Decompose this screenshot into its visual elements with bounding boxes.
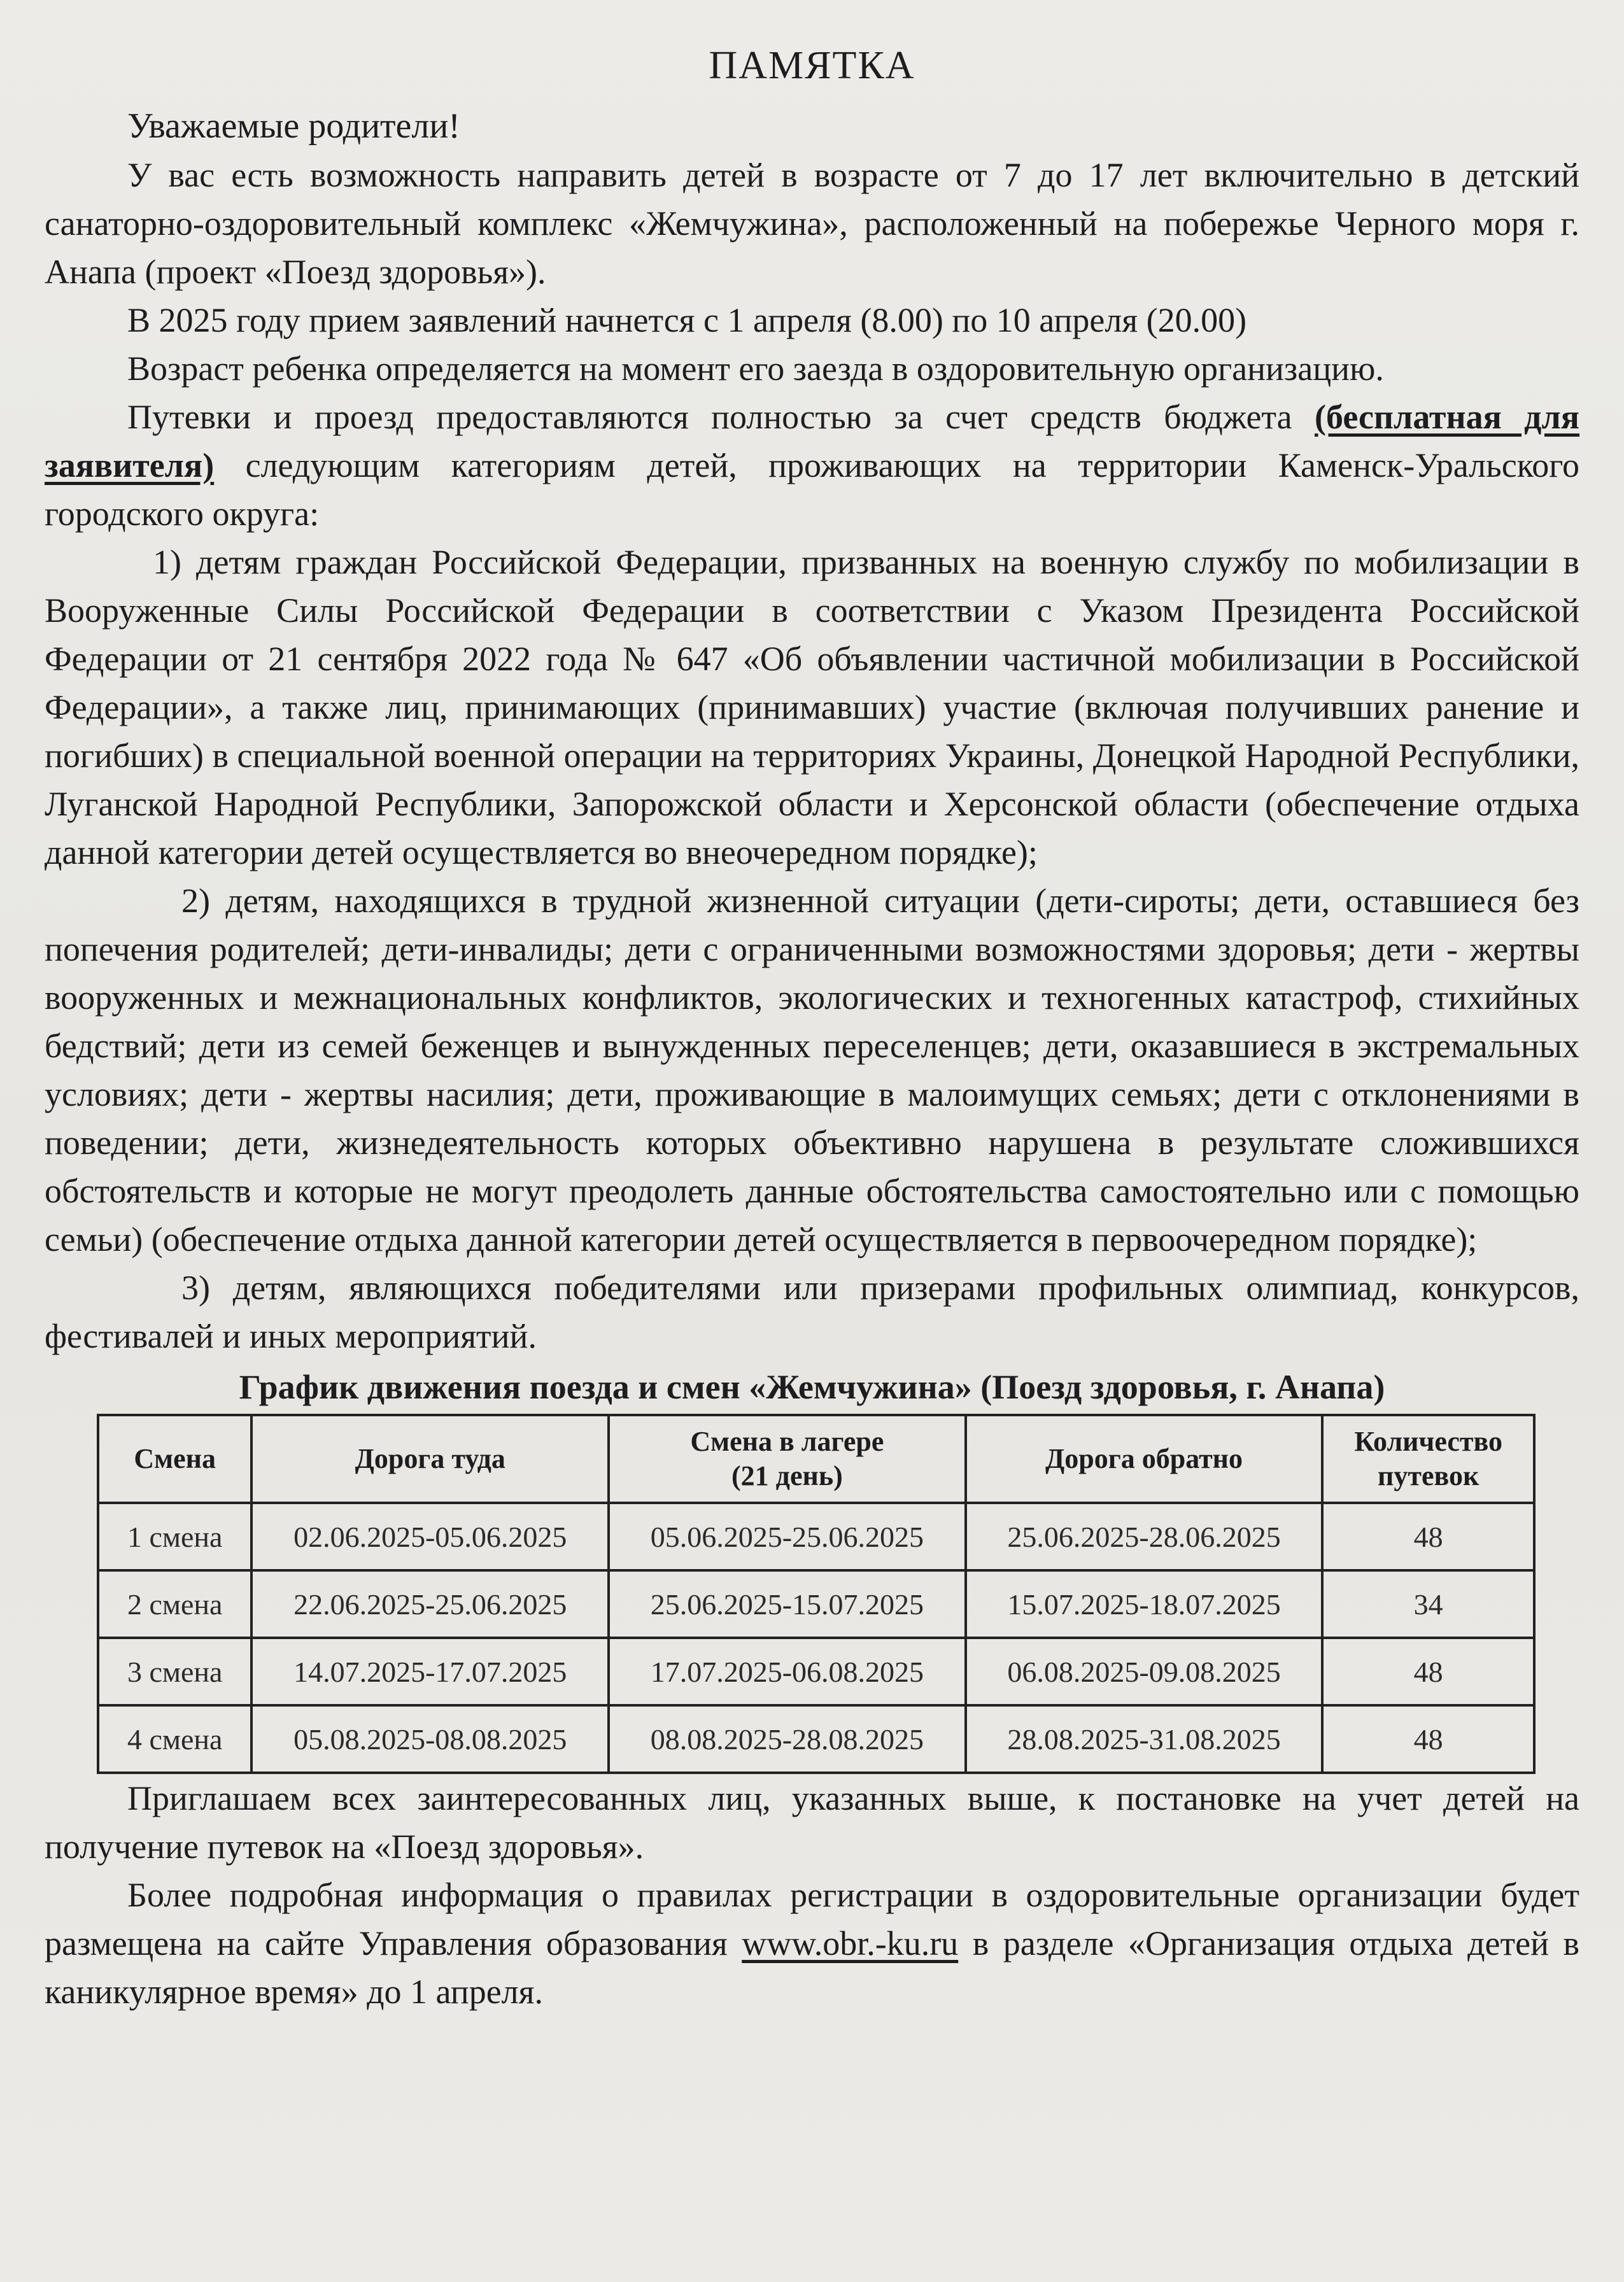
more-info-text-start: Более подробная информация о правилах регистрации в оздоровительные организации будет размещена на сайте Управления образования [45,1876,1579,1962]
paragraph-application-dates: В 2025 году прием заявлений начнется с 1 апреля (8.00) по 10 апреля (20.00) [127,301,1247,339]
cell-camp: 25.06.2025-15.07.2025 [609,1570,966,1638]
header-back: Дорога обратно [966,1415,1323,1503]
paragraph-invitation: Приглашаем всех заинтересованных лиц, указанных выше, к постановке на учет детей на получение путевок на «Поезд здоровья». [45,1779,1579,1866]
funding-text-end: следующим категориям детей, проживающих на территории Каменск-Уральского городского округа: [45,446,1580,533]
list-item: 1) детям граждан Российской Федерации, призванных на военную службу по мобилизации в Вооруженные Силы Российской Федерации в соответствии с Указом Президента Российской Федерации от 21 сентября 2022 года № 647 «Об объявлении частичной мобилизации в Российской Федерации», а также лиц, принимающих (принимавших) участие (включая получивших ранение и погибших) в специальной военной операции на территориях Украины, Донецкой Народной Республики, Луганской Народной Республики, Запорожской области и Херсонской области (обеспечение отдыха данной категории детей осуществляется во внеочередном порядке); [45,543,1579,871]
cell-back: 15.07.2025-18.07.2025 [966,1570,1323,1638]
funding-text-start: Путевки и проезд предоставляются полностью за счет средств бюджета [127,398,1292,436]
more-info-text-end: в разделе «Организация отдыха детей в каникулярное время» до 1 апреля. [45,1924,1580,2011]
cell-shift: 4 смена [98,1705,251,1773]
greeting: Уважаемые родители! [127,106,460,146]
schedule-table [97,1414,1536,1774]
schedule-title: График движения поезда и смен «Жемчужина» (Поезд здоровья, г. Анапа) [239,1368,1385,1406]
paragraph-more-info [45,1871,1579,2016]
cell-there: 05.08.2025-08.08.2025 [251,1705,609,1773]
cell-count: 48 [1322,1503,1534,1570]
cell-camp: 17.07.2025-06.08.2025 [609,1638,966,1705]
schedule-header-row [98,1415,1534,1503]
header-camp [609,1415,966,1503]
page-title: ПАМЯТКА [709,44,915,87]
cell-shift: 3 смена [98,1638,251,1705]
table-row [98,1638,1534,1705]
header-camp-line2: (21 день) [731,1460,843,1491]
cell-there: 14.07.2025-17.07.2025 [251,1638,609,1705]
free-for-applicant-emphasis: (бесплатная для заявителя) [45,398,1580,484]
education-website-link[interactable]: www.obr.-ku.ru [742,1924,959,1962]
header-count-line2: путевок [1378,1460,1479,1491]
header-camp-line1: Смена в лагере [690,1426,884,1457]
cell-there: 22.06.2025-25.06.2025 [251,1570,609,1638]
header-count-line1: Количество [1354,1426,1502,1457]
cell-count: 48 [1322,1638,1534,1705]
cell-count: 48 [1322,1705,1534,1773]
paragraph-age: Возраст ребенка определяется на момент его заезда в оздоровительную организацию. [127,349,1384,388]
header-there: Дорога туда [251,1415,609,1503]
list-item: 3) детям, являющихся победителями или призерами профильных олимпиад, конкурсов, фестивалей и иных мероприятий. [45,1269,1579,1355]
table-row [98,1570,1534,1638]
header-shift: Смена [98,1415,251,1503]
cell-count: 34 [1322,1570,1534,1638]
header-count [1322,1415,1534,1503]
list-item: 2) детям, находящихся в трудной жизненной ситуации (дети-сироты; дети, оставшиеся без попечения родителей; дети-инвалиды; дети с ограниченными возможностями здоровья; дети - жертвы вооруженных и межнациональных конфликтов, экологических и техногенных катастроф, стихийных бедствий; дети из семей беженцев и вынужденных переселенцев; дети, оказавшиеся в экстремальных условиях; дети - жертвы насилия; дети, проживающие в малоимущих семьях; дети с отклонениями в поведении; дети, жизнедеятельность которых объективно нарушена в результате сложившихся обстоятельств и которые не могут преодолеть данные обстоятельства самостоятельно или с помощью семьи) (обеспечение отдыха данной категории детей осуществляется в первоочередном порядке); [45,882,1579,1258]
table-row [98,1705,1534,1773]
cell-back: 06.08.2025-09.08.2025 [966,1638,1323,1705]
paragraph-funding [45,393,1579,538]
paragraph-opportunity: У вас есть возможность направить детей в возрасте от 7 до 17 лет включительно в детский санаторно-оздоровительный комплекс «Жемчужина», расположенный на побережье Черного моря г. Анапа (проект «Поезд здоровья»). [45,156,1579,291]
cell-camp: 08.08.2025-28.08.2025 [609,1705,966,1773]
cell-back: 25.06.2025-28.06.2025 [966,1503,1323,1570]
cell-back: 28.08.2025-31.08.2025 [966,1705,1323,1773]
cell-shift: 1 смена [98,1503,251,1570]
table-row [98,1503,1534,1570]
cell-there: 02.06.2025-05.06.2025 [251,1503,609,1570]
cell-shift: 2 смена [98,1570,251,1638]
cell-camp: 05.06.2025-25.06.2025 [609,1503,966,1570]
